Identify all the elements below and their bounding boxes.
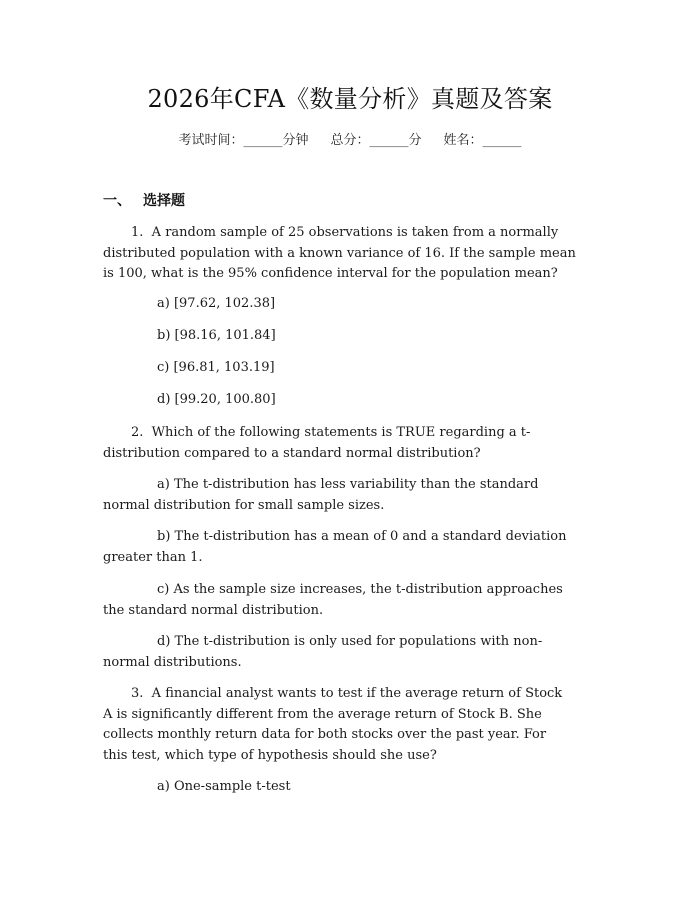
document-title: 2026年CFA《数量分析》真题及答案: [147, 85, 553, 113]
question-3-line: collects monthly return data for both stocks over the past year. For: [103, 727, 547, 742]
option-line: greater than 1.: [103, 549, 203, 565]
question-1-option-c: c) [96.81, 103.19]: [157, 360, 275, 375]
option-line: c) As the sample size increases, the t-distribution approaches: [157, 582, 563, 597]
exam-time-field: 考试时间：______分钟: [178, 133, 309, 148]
option-line: a) The t-distribution has less variability than the standard: [157, 477, 539, 492]
question-2-line: 2. Which of the following statements is TRUE regarding a t-: [131, 425, 531, 440]
question-1-option-d: d) [99.20, 100.80]: [157, 392, 276, 407]
question-2-option-d: [103, 632, 601, 673]
section-number: 一、: [103, 193, 131, 209]
question-2-option-c: [103, 580, 601, 621]
question-3-line: A is significantly different from the average return of Stock B. She: [103, 706, 542, 722]
question-3-line: this test, which type of hypothesis should she use?: [103, 747, 437, 763]
option-line: d) The t-distribution is only used for populations with non-: [157, 634, 543, 649]
question-1: [103, 223, 601, 285]
option-line: normal distributions.: [103, 654, 242, 670]
student-name-field: 姓名：______: [443, 133, 522, 148]
exam-meta: [0, 131, 700, 151]
question-2-option-a: [103, 475, 601, 516]
question-2-option-b: [103, 527, 601, 568]
question-3-line: 3. A financial analyst wants to test if the average return of Stock: [131, 686, 563, 701]
question-2: [103, 423, 601, 464]
question-3-option-a: a) One-sample t-test: [157, 779, 291, 794]
question-1-line: is 100, what is the 95% confidence interval for the population mean?: [103, 266, 558, 281]
question-2-line: distribution compared to a standard normal distribution?: [103, 445, 481, 461]
section-heading-multiple-choice: [103, 191, 185, 211]
option-line: b) The t-distribution has a mean of 0 and a standard deviation: [157, 529, 567, 544]
question-1-option-a: a) [97.62, 102.38]: [157, 296, 276, 311]
question-1-line: 1. A random sample of 25 observations is taken from a normally: [131, 225, 559, 240]
question-3: [103, 684, 601, 766]
section-title: 选择题: [143, 193, 185, 209]
option-line: the standard normal distribution.: [103, 602, 324, 618]
total-score-field: 总分：______分: [330, 133, 422, 148]
option-line: normal distribution for small sample sizes.: [103, 497, 385, 513]
question-1-option-b: b) [98.16, 101.84]: [157, 328, 276, 343]
question-1-line: distributed population with a known variance of 16. If the sample mean: [103, 245, 576, 261]
